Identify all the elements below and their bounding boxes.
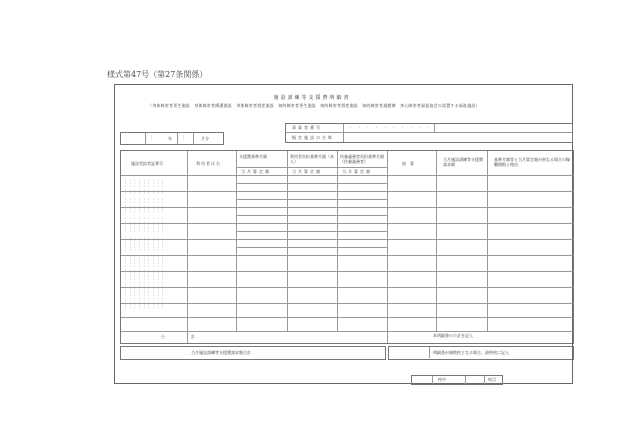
form-title: 施設訓練等支援費明細書 bbox=[273, 95, 351, 101]
provider-number-dots: : : : : : : : : : : bbox=[350, 124, 432, 129]
col-base-amount: 支援費基準月額 bbox=[239, 154, 267, 159]
total-box bbox=[120, 346, 386, 360]
total-label: 当月施設訓練等支援費請求額合計 bbox=[191, 350, 251, 355]
col-note: 基準月額等と当月算定額が異なる場合の稼働積数と理由 bbox=[494, 157, 570, 167]
col-user-number: 施設受給者証番号 bbox=[131, 161, 163, 166]
provider-box bbox=[285, 123, 573, 143]
sub-month-calc-2: 当月算定額 bbox=[292, 169, 322, 174]
user-number-guides: : : : : : : : : : : : : : : : : : : : : : : : : : : : : : : : : : : : : : : : : : : : : : : : : : : : : : : : : : : : : : : : : : : : : : : : : : : : : : : : : : : : : : : : : : : : : : : : : : : : : : : : : : : : : : : : : : : : : : : : : : : : : : : : : : : : : : : : : : : : : : : : : : : : : : : : : : : : : : : : : : : : : : : : : : : : : : : : : : : : : : : : : : : : : : : : : : : : : : : : : : : : : : : : : : : : : : : : : : : : : : : : : : : : : : : : : : : : : : : : : : : : : : : : : : : : : : : : : : : : : : : : : : : : : : : : : : : : : : : : : : : : : : : : : : : : : : : : : : : : : : : : : : : : : : : : : : : : : : : : : : : : : : : : : : : : : : bbox=[125, 177, 165, 311]
form-label: 様式第47号（第27条関係） bbox=[107, 70, 208, 79]
col-support-payment: 扶養義務者負担基準月額（扶養義務者） bbox=[340, 154, 384, 164]
col-user-payment: 利用者負担基準月額（本人） bbox=[290, 154, 334, 164]
page-counter-box bbox=[411, 375, 503, 385]
sub-month-calc-3: 当月算定額 bbox=[342, 169, 372, 174]
sheet-label: 枚中 bbox=[438, 377, 446, 382]
sub-month-calc-1: 当月算定額 bbox=[241, 169, 271, 174]
total-note-box bbox=[388, 346, 574, 360]
date-box: : : 年 : : 月分 bbox=[120, 132, 224, 145]
month-label: 月分 bbox=[201, 136, 209, 141]
year-label: 年 bbox=[168, 136, 172, 141]
subtotal-note: 本明細書の小計を記入 bbox=[433, 333, 473, 338]
subtotal-label: 小計 bbox=[161, 334, 221, 339]
col-user-name: 利用者氏名 bbox=[196, 161, 221, 166]
detail-table bbox=[120, 150, 574, 344]
provider-number-label: 事業者番号 bbox=[292, 125, 322, 130]
form-subtitle: （身体障害者更生施設 身体障害者療護施設 身体障害者授産施設 知的障害者更生施設 知的障害者授産施設 知的障害者通勤寮 身心障害者福祉協会の設置する福祉施設） bbox=[148, 103, 480, 108]
page-label: 枚目 bbox=[488, 377, 496, 382]
col-addition: 加算 bbox=[402, 161, 418, 166]
facility-name-label: 指定施設の名称 bbox=[292, 135, 334, 140]
total-note: 明細書が複数枚となる場合、最終枚に記入 bbox=[433, 350, 509, 355]
col-month-amount: 当月施設訓練等支援費請求額 bbox=[443, 157, 483, 167]
